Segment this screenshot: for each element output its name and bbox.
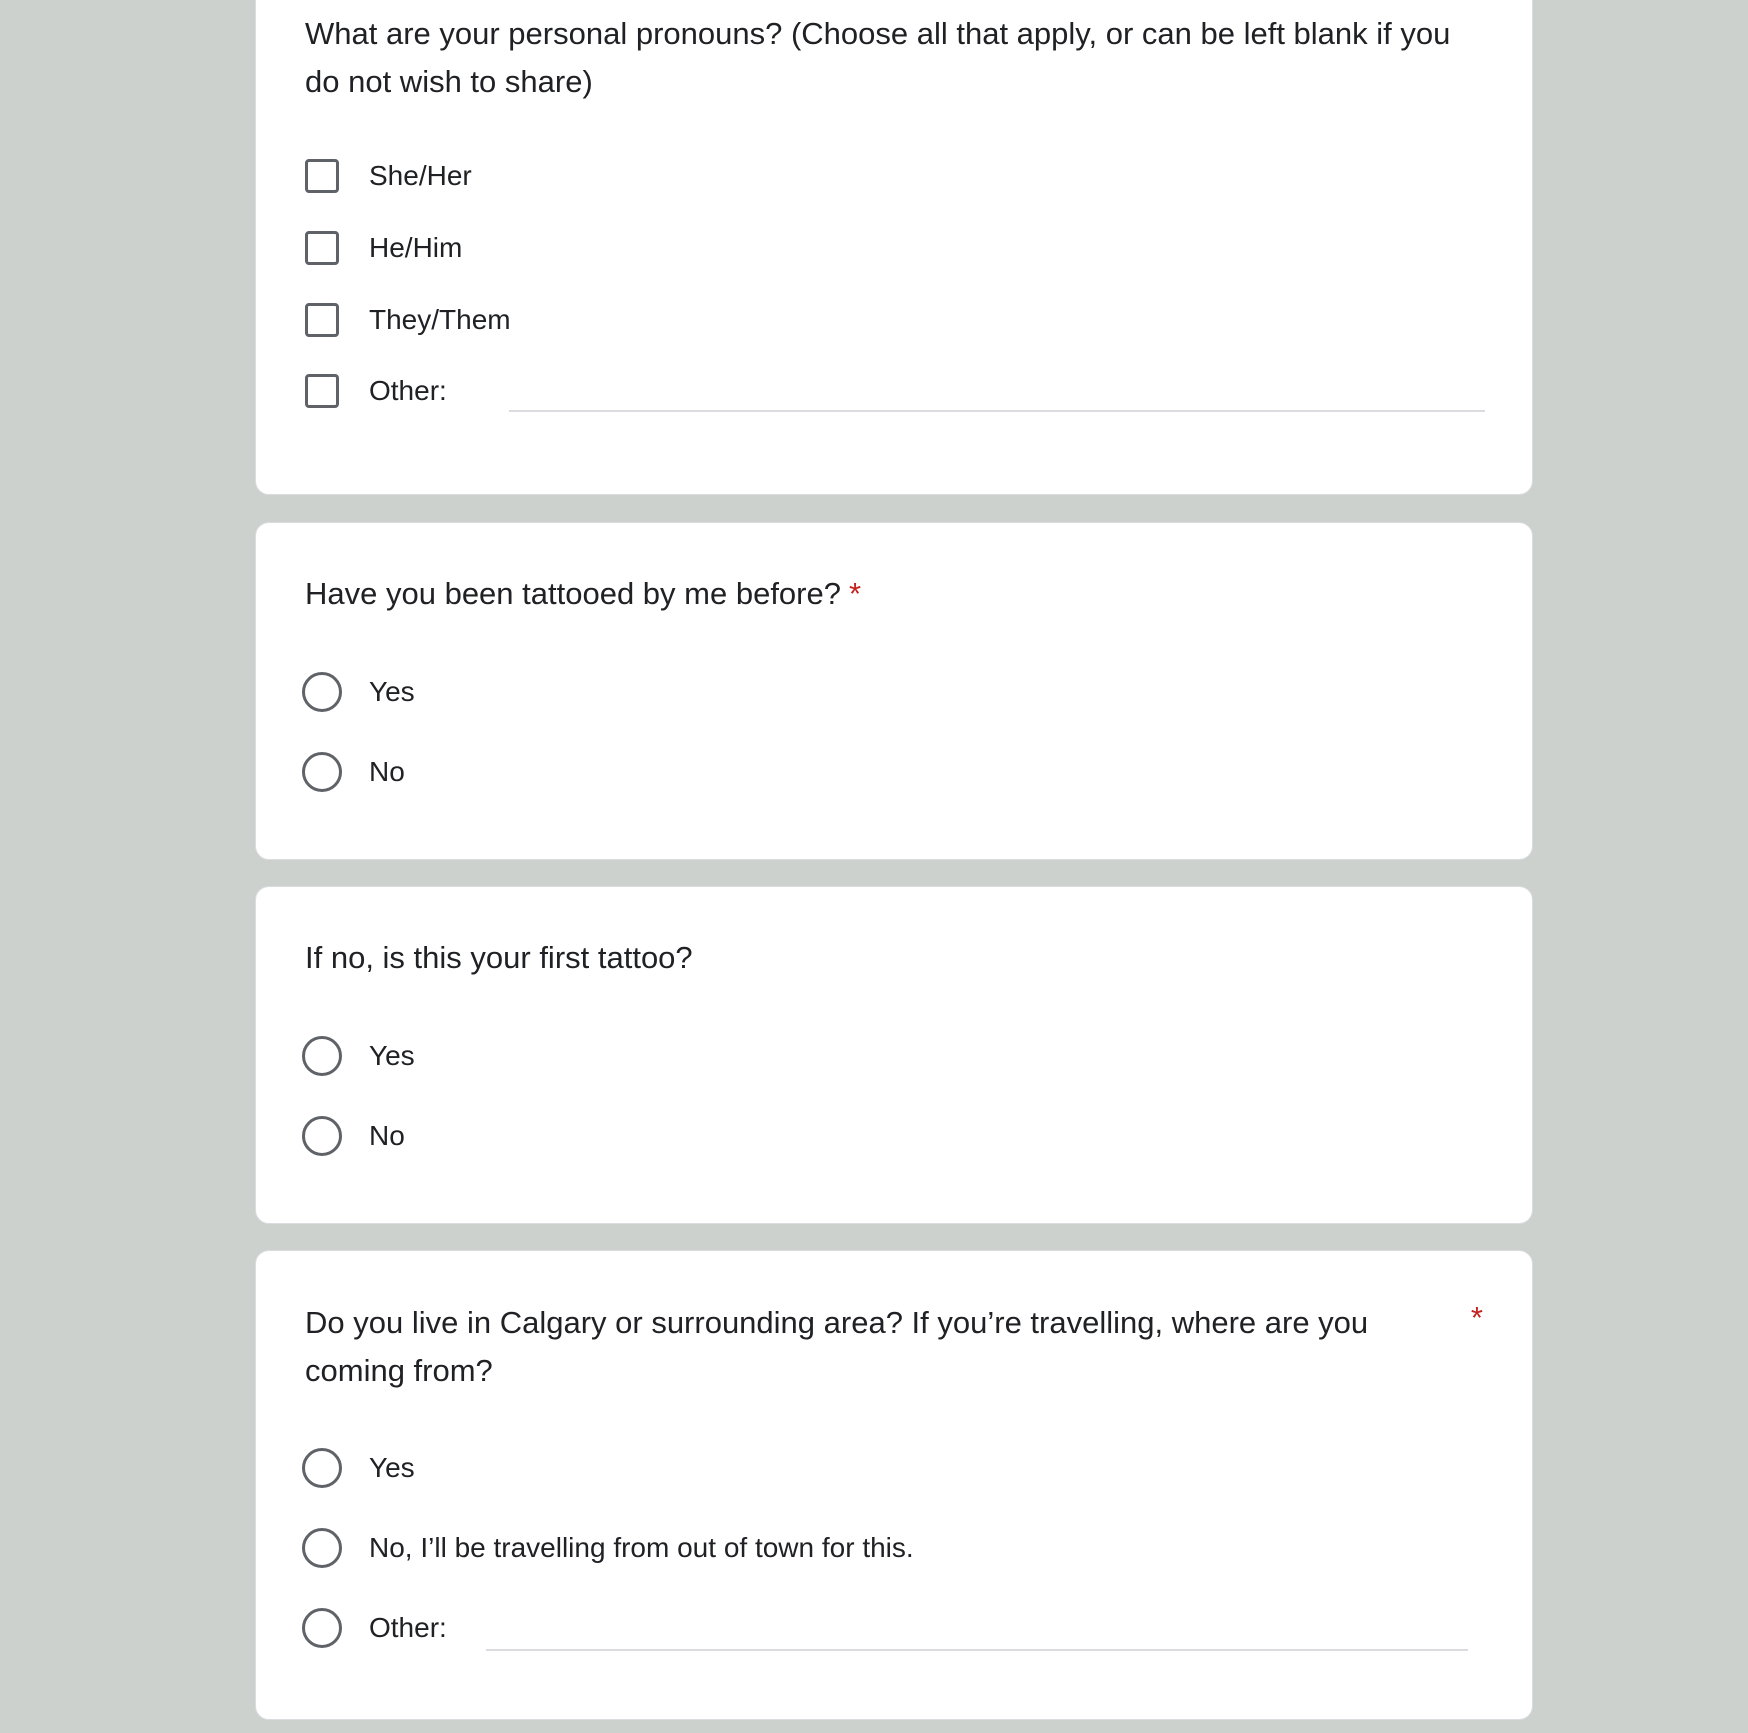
question-card-pronouns (255, 0, 1533, 495)
radio-button[interactable] (302, 672, 342, 712)
radio-button[interactable] (302, 1116, 342, 1156)
option-he-him[interactable] (305, 223, 1483, 273)
checkbox[interactable] (305, 303, 339, 337)
option-no[interactable] (305, 747, 1483, 797)
option-she-her[interactable] (305, 151, 1483, 201)
checkbox[interactable] (305, 159, 339, 193)
option-yes[interactable] (305, 1031, 1483, 1081)
question-card-first-tattoo (255, 886, 1533, 1224)
question-title: Do you live in Calgary or surrounding area? If you’re travelling, where are you coming from? (305, 1305, 1369, 1388)
option-label: They/Them (369, 304, 511, 335)
option-label: She/Her (369, 160, 472, 191)
question-title: If no, is this your first tattoo? (305, 940, 693, 975)
radio-button[interactable] (302, 1608, 342, 1648)
question-card-tattooed-before (255, 522, 1533, 860)
question-title-text: Have you been tattooed by me before? (305, 576, 841, 611)
option-other[interactable] (305, 1603, 1483, 1653)
option-label: He/Him (369, 232, 463, 263)
option-label: Yes (369, 676, 415, 707)
option-label: Yes (369, 1040, 415, 1071)
other-text-input[interactable] (509, 410, 1485, 412)
question-title: What are your personal pronouns? (Choose all that apply, or can be left blank if you do not wish to share) (305, 16, 1451, 99)
question-card-location (255, 1250, 1533, 1720)
option-yes[interactable] (305, 1443, 1483, 1493)
question-title (305, 570, 1483, 618)
option-label: Other: (369, 375, 447, 406)
option-label: Other: (369, 1612, 447, 1643)
option-label: No (369, 756, 405, 787)
option-they-them[interactable] (305, 295, 1483, 345)
option-travelling[interactable] (305, 1523, 1483, 1573)
required-asterisk: * (848, 576, 862, 611)
radio-button[interactable] (302, 1528, 342, 1568)
checkbox[interactable] (305, 374, 339, 408)
other-text-input[interactable] (486, 1649, 1468, 1651)
option-label: No (369, 1120, 405, 1151)
option-label: No, I’ll be travelling from out of town for this. (369, 1532, 914, 1563)
option-label: Yes (369, 1452, 415, 1483)
option-yes[interactable] (305, 667, 1483, 717)
option-no[interactable] (305, 1111, 1483, 1161)
checkbox[interactable] (305, 231, 339, 265)
required-asterisk: * (1470, 1300, 1483, 1335)
radio-button[interactable] (302, 1036, 342, 1076)
radio-button[interactable] (302, 1448, 342, 1488)
option-other[interactable] (305, 366, 1483, 416)
radio-button[interactable] (302, 752, 342, 792)
